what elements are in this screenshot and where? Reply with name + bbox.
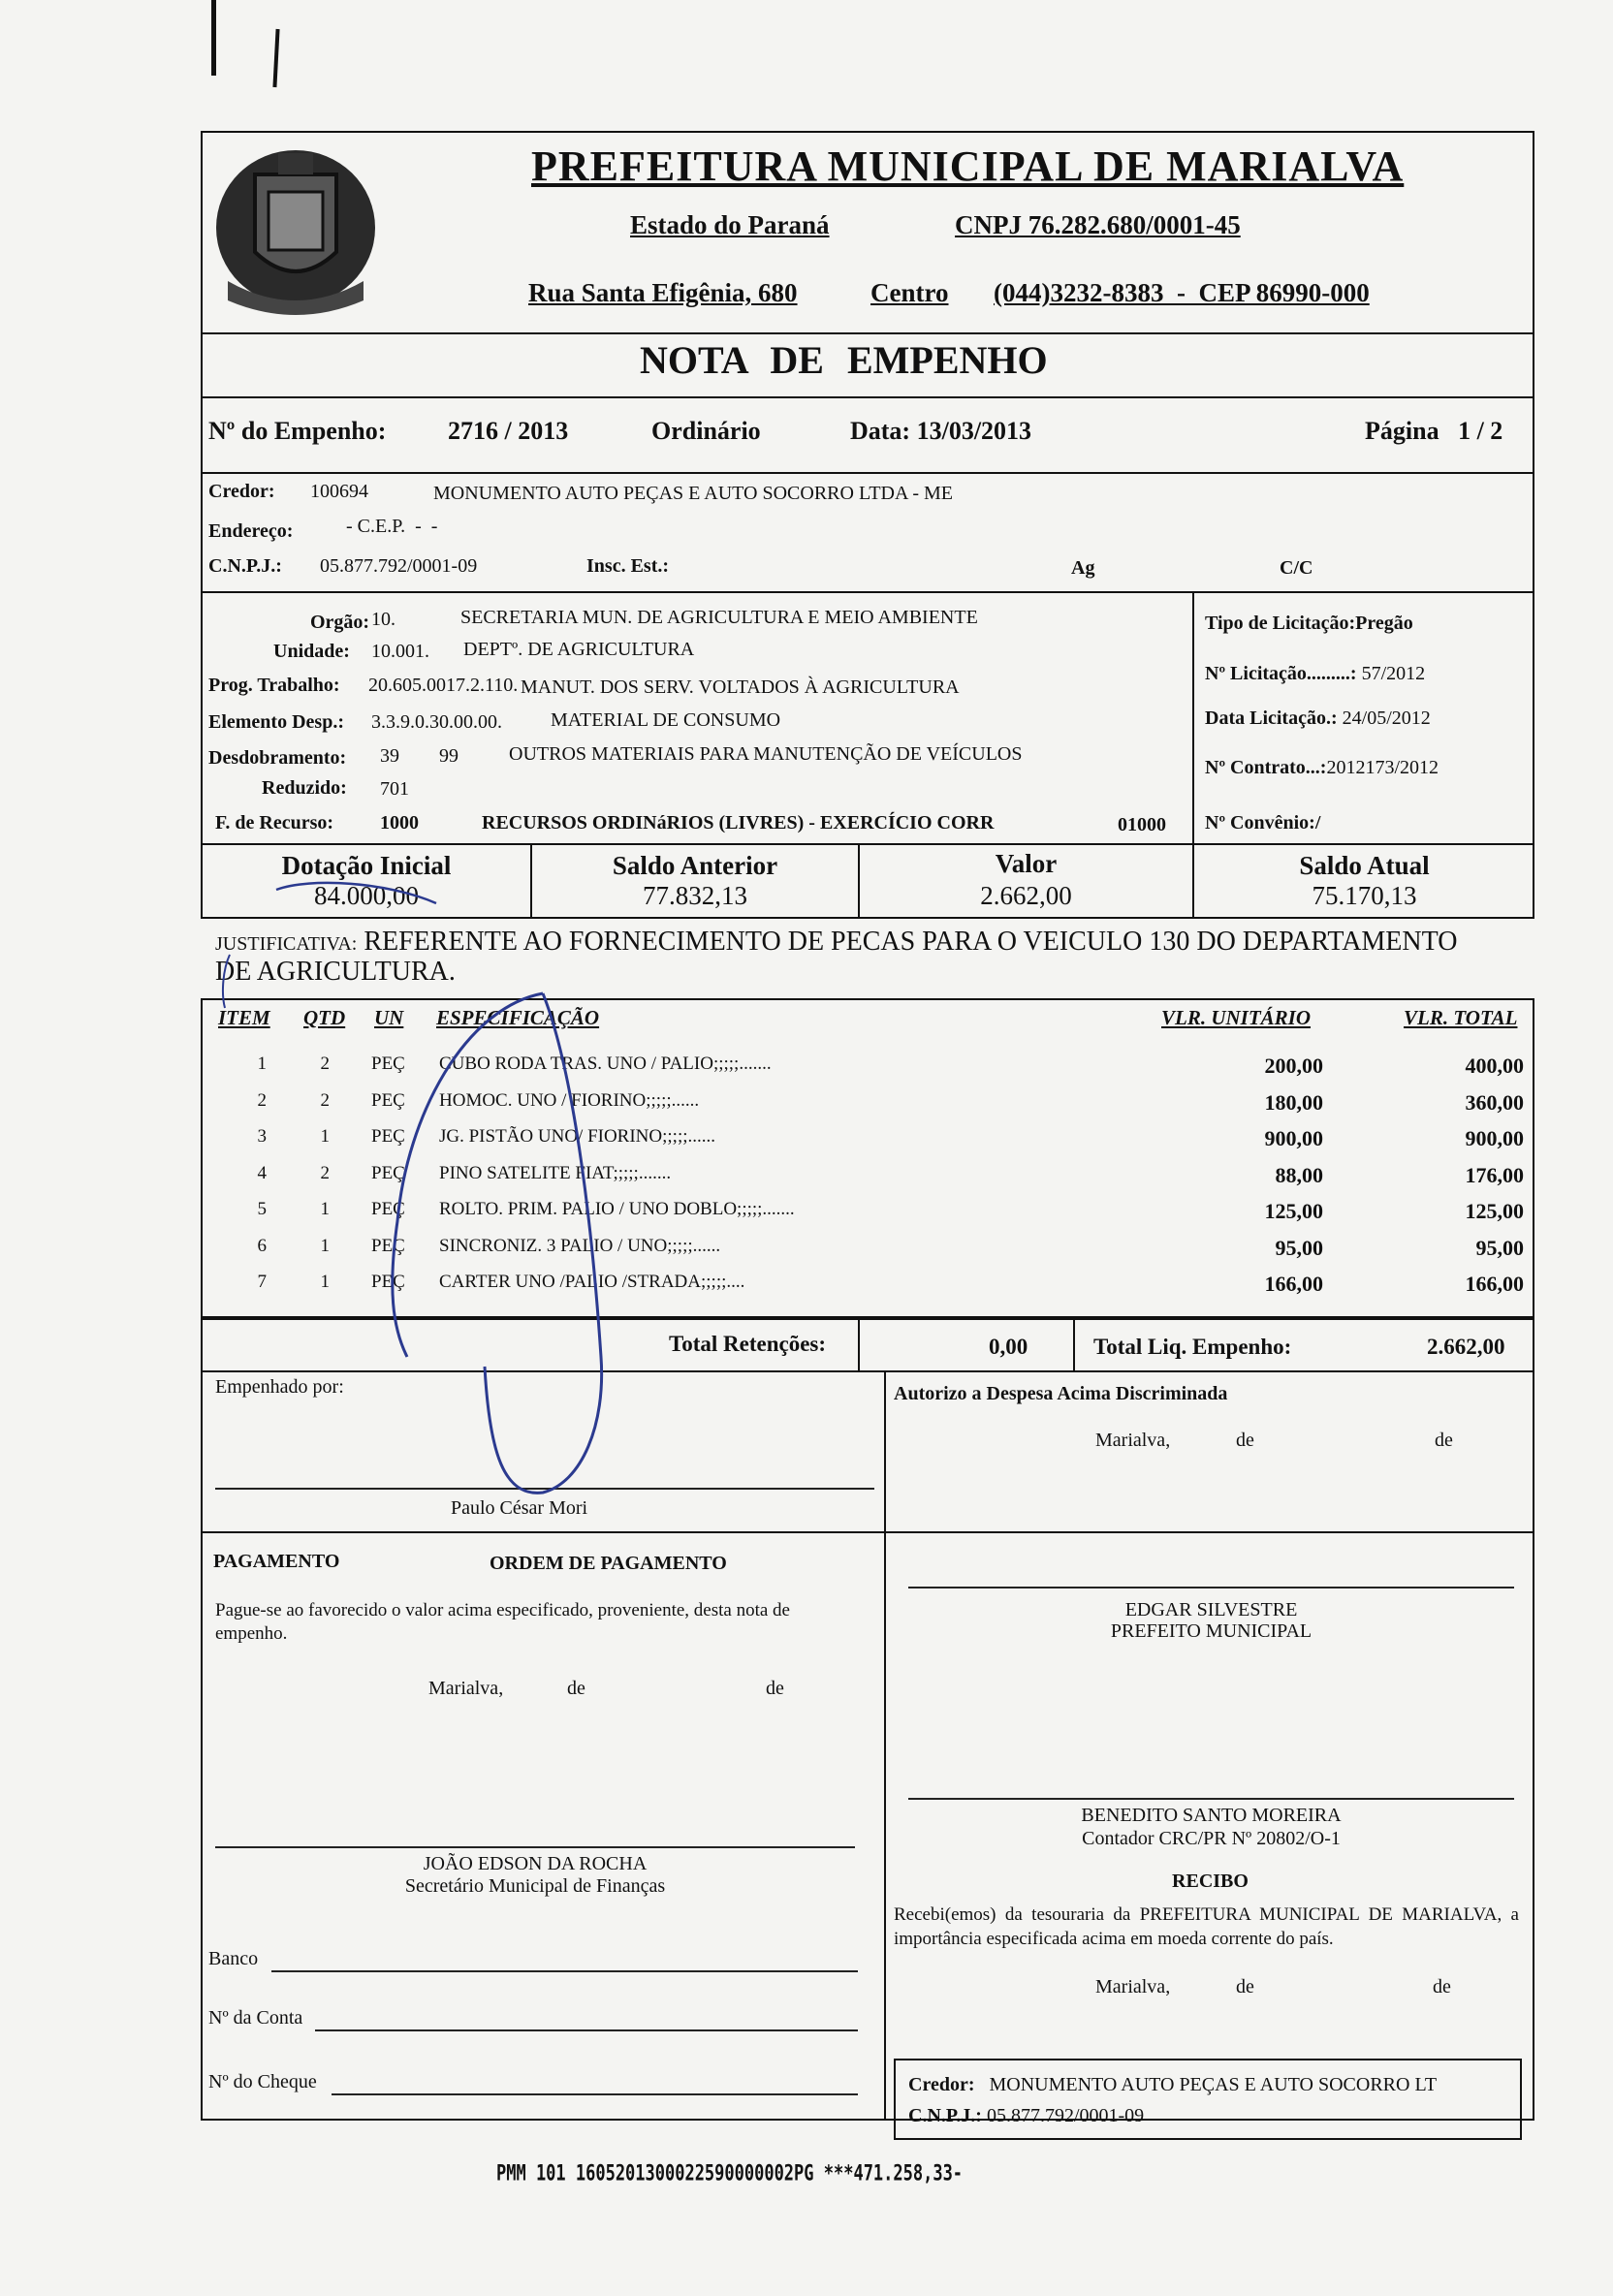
cell-item: 5	[257, 1199, 267, 1219]
cell-unit: 200,00	[1264, 1054, 1323, 1078]
prefeito-name: EDGAR SILVESTRE	[1124, 1599, 1298, 1620]
cell-qtd: 1	[320, 1272, 330, 1292]
empenho-date: Data: 13/03/2013	[850, 417, 1032, 445]
elemento-name: MATERIAL DE CONSUMO	[551, 709, 781, 731]
contador-title: Contador CRC/PR Nº 20802/O-1	[1082, 1828, 1341, 1849]
total-retencoes-label: Total Retenções:	[669, 1332, 827, 1356]
insc-est-label: Insc. Est.:	[586, 555, 670, 577]
cell-qtd: 1	[320, 1199, 330, 1219]
desdobramento-code1: 39	[380, 745, 399, 767]
pagamento-de2: de	[766, 1678, 784, 1699]
fonte-label: F. de Recurso:	[215, 812, 334, 833]
secretario-name: JOÃO EDSON DA ROCHA	[423, 1853, 648, 1874]
recibo-de1: de	[1236, 1976, 1254, 1997]
unidade-code: 10.001.	[371, 641, 429, 662]
recibo-cnpj-label: C.N.P.J.:	[908, 2105, 982, 2126]
justificativa-text1: REFERENTE AO FORNECIMENTO DE PECAS PARA O VEICULO 130 DO DEPARTAMENTO	[364, 927, 1458, 957]
cell-un: PEÇ	[371, 1089, 405, 1111]
header-district: Centro	[870, 278, 949, 307]
credor-cnpj-label: C.N.P.J.:	[208, 555, 282, 577]
cell-unit: 166,00	[1264, 1272, 1323, 1296]
reduzido-code: 701	[380, 778, 409, 800]
cell-total: 176,00	[1465, 1162, 1524, 1187]
total-liquido-value: 2.662,00	[1427, 1335, 1505, 1359]
recibo-credor-name: MONUMENTO AUTO PEÇAS E AUTO SOCORRO LT	[989, 2074, 1438, 2095]
document-title: NOTA DE EMPENHO	[640, 338, 1048, 382]
desdobramento-label: Desdobramento:	[208, 747, 347, 769]
col-item-header: ITEM	[218, 1006, 270, 1029]
header-address: Rua Santa Efigênia, 680	[528, 278, 798, 307]
cc-label: C/C	[1280, 557, 1313, 579]
cell-qtd: 2	[320, 1089, 330, 1111]
cell-unit: 180,00	[1264, 1089, 1323, 1115]
municipality-title: PREFEITURA MUNICIPAL DE MARIALVA	[531, 142, 1405, 190]
cell-desc: ROLTO. PRIM. PALIO / UNO DOBLO;;;;;.......	[439, 1199, 795, 1219]
cell-desc: PINO SATELITE FIAT;;;;;.......	[439, 1162, 672, 1183]
licitacao-numero-label: Nº Licitação.........:	[1205, 663, 1357, 684]
cell-qtd: 2	[320, 1054, 330, 1074]
cell-un: PEÇ	[371, 1235, 405, 1256]
pagamento-text: Pague-se ao favorecido o valor acima especificado, proveniente, desta nota de empenho.	[215, 1600, 790, 1644]
justificativa-label: JUSTIFICATIVA:	[215, 933, 358, 955]
licitacao-numero-value: 57/2012	[1361, 663, 1426, 684]
recibo-credor-label: Credor:	[908, 2074, 975, 2095]
ordem-pagamento-label: ORDEM DE PAGAMENTO	[490, 1553, 727, 1574]
cell-unit: 125,00	[1264, 1199, 1323, 1223]
cell-qtd: 1	[320, 1235, 330, 1256]
cell-un: PEÇ	[371, 1162, 405, 1183]
cell-unit: 88,00	[1275, 1162, 1323, 1187]
prog-name: MANUT. DOS SERV. VOLTADOS À AGRICULTURA	[521, 676, 960, 698]
justificativa-text2: DE AGRICULTURA.	[215, 957, 456, 987]
cell-desc: JG. PISTÃO UNO/ FIORINO;;;;;......	[439, 1126, 716, 1147]
cell-un: PEÇ	[371, 1199, 405, 1219]
credor-code: 100694	[310, 481, 368, 502]
elemento-label: Elemento Desp.:	[208, 711, 344, 733]
cell-un: PEÇ	[371, 1054, 405, 1074]
saldo-anterior-value: 77.832,13	[643, 881, 747, 910]
cell-desc: HOMOC. UNO / FIORINO;;;;;......	[439, 1089, 700, 1111]
orgao-name: SECRETARIA MUN. DE AGRICULTURA E MEIO AMBIENTE	[460, 607, 978, 628]
contador-name: BENEDITO SANTO MOREIRA	[1081, 1805, 1342, 1826]
credor-address-label: Endereço:	[208, 520, 294, 542]
pagamento-label: PAGAMENTO	[213, 1551, 340, 1572]
banco-label: Banco	[208, 1948, 259, 1969]
valor-label: Valor	[995, 849, 1058, 878]
col-un-header: UN	[374, 1006, 404, 1029]
orgao-code: 10.	[371, 609, 395, 630]
licitacao-data-value: 24/05/2012	[1342, 708, 1431, 729]
header-cnpj: CNPJ 76.282.680/0001-45	[955, 210, 1241, 239]
elemento-code: 3.3.9.0.30.00.00.	[371, 711, 502, 733]
cell-un: PEÇ	[371, 1126, 405, 1147]
prog-label: Prog. Trabalho:	[208, 675, 340, 696]
contrato-label: Nº Contrato...:	[1205, 757, 1327, 778]
col-unit-header: VLR. UNITÁRIO	[1161, 1006, 1312, 1029]
cell-total: 400,00	[1465, 1054, 1524, 1078]
cell-qtd: 2	[320, 1162, 330, 1183]
prefeito-title: PREFEITO MUNICIPAL	[1110, 1620, 1313, 1642]
empenho-type: Ordinário	[651, 417, 761, 445]
col-total-header: VLR. TOTAL	[1404, 1006, 1518, 1029]
dotacao-inicial-value: 84.000,00	[314, 881, 419, 910]
cell-item: 1	[257, 1054, 267, 1074]
cell-un: PEÇ	[371, 1272, 405, 1292]
empenho-number: 2716 / 2013	[448, 417, 569, 445]
agency-label: Ag	[1071, 557, 1095, 579]
cell-desc: SINCRONIZ. 3 PALIO / UNO;;;;;......	[439, 1235, 721, 1256]
fonte-code2: 01000	[1118, 814, 1166, 835]
licitacao-data-label: Data Licitação.:	[1205, 708, 1338, 729]
empenho-label: Nº do Empenho:	[208, 417, 387, 445]
secretario-title: Secretário Municipal de Finanças	[404, 1875, 666, 1897]
page-number: Página 1 / 2	[1365, 417, 1503, 445]
state-label: Estado do Paraná	[630, 210, 830, 239]
prog-code: 20.605.0017.2.110.	[368, 675, 519, 696]
cell-item: 7	[257, 1272, 267, 1292]
cell-total: 166,00	[1465, 1272, 1524, 1296]
desdobramento-code2: 99	[439, 745, 459, 767]
cell-total: 95,00	[1475, 1235, 1524, 1260]
fonte-code: 1000	[380, 812, 419, 833]
recibo-place: Marialva,	[1095, 1976, 1171, 1997]
cell-total: 900,00	[1465, 1126, 1524, 1150]
saldo-atual-label: Saldo Atual	[1299, 851, 1430, 880]
credor-address-value: - C.E.P. - -	[346, 516, 438, 537]
cell-item: 6	[257, 1235, 267, 1256]
unidade-label: Unidade:	[273, 641, 350, 662]
autorizo-place: Marialva,	[1095, 1430, 1171, 1451]
conta-label: Nº da Conta	[208, 2007, 303, 2029]
cell-item: 4	[257, 1162, 267, 1183]
dotacao-inicial-label: Dotação Inicial	[281, 851, 452, 880]
cell-desc: CARTER UNO /PALIO /STRADA;;;;;....	[439, 1272, 745, 1292]
cheque-label: Nº do Cheque	[208, 2071, 317, 2092]
credor-name: MONUMENTO AUTO PEÇAS E AUTO SOCORRO LTDA - ME	[433, 483, 953, 504]
valor-value: 2.662,00	[980, 881, 1072, 910]
convenio: Nº Convênio:/	[1205, 812, 1321, 833]
desdobramento-name: OUTROS MATERIAIS PARA MANUTENÇÃO DE VEÍCULOS	[509, 743, 1023, 765]
licitacao-tipo-text: Tipo de Licitação:Pregão	[1205, 613, 1413, 634]
cell-unit: 900,00	[1264, 1126, 1323, 1150]
col-qtd-header: QTD	[303, 1006, 346, 1029]
cell-qtd: 1	[320, 1126, 330, 1147]
header-phone-cep: (044)3232-8383 - CEP 86990-000	[994, 278, 1370, 307]
autorizo-label: Autorizo a Despesa Acima Discriminada	[894, 1383, 1228, 1404]
total-retencoes-value: 0,00	[989, 1335, 1028, 1359]
recibo-text: Recebi(emos) da tesouraria da PREFEITURA MUNICIPAL DE MARIALVA, a importância especificada acima em moeda corrente do país.	[894, 1904, 1519, 1949]
credor-cnpj-value: 05.877.792/0001-09	[320, 555, 478, 577]
cell-item: 3	[257, 1126, 267, 1147]
credor-label: Credor:	[208, 481, 275, 502]
orgao-label: Orgão:	[310, 612, 370, 633]
unidade-name: DEPTº. DE AGRICULTURA	[463, 639, 695, 660]
recibo-label: RECIBO	[1172, 1871, 1249, 1892]
total-liquido-label: Total Liq. Empenho:	[1093, 1335, 1292, 1359]
empenhado-signer: Paulo César Mori	[451, 1497, 588, 1519]
cell-desc: CUBO RODA TRAS. UNO / PALIO;;;;;.......	[439, 1054, 772, 1074]
pagamento-place: Marialva,	[428, 1678, 504, 1699]
cell-total: 360,00	[1465, 1089, 1524, 1115]
autorizo-de1: de	[1236, 1430, 1254, 1451]
pagamento-de1: de	[567, 1678, 585, 1699]
recibo-de2: de	[1433, 1976, 1451, 1997]
empenhado-label: Empenhado por:	[215, 1376, 344, 1398]
col-espec-header: ESPECIFICAÇÃO	[436, 1006, 600, 1029]
cell-total: 125,00	[1465, 1199, 1524, 1223]
fonte-name: RECURSOS ORDINáRIOS (LIVRES) - EXERCÍCIO CORR	[482, 812, 995, 833]
cell-unit: 95,00	[1275, 1235, 1323, 1260]
recibo-cnpj-value: 05.877.792/0001-09	[986, 2105, 1145, 2126]
saldo-anterior-label: Saldo Anterior	[612, 851, 778, 880]
reduzido-label: Reduzido:	[262, 777, 347, 799]
cell-item: 2	[257, 1089, 267, 1111]
autorizo-de2: de	[1435, 1430, 1453, 1451]
saldo-atual-value: 75.170,13	[1312, 881, 1417, 910]
contrato-value: 2012173/2012	[1326, 757, 1439, 778]
footer-code: PMM 101 1605201300022590000002PG ***471.258,33-	[496, 2161, 964, 2186]
